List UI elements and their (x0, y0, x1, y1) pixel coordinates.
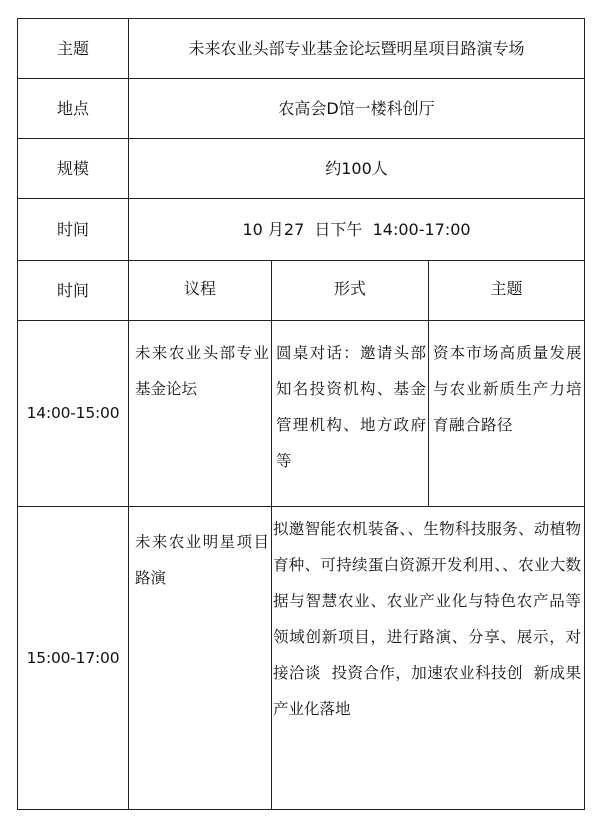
venue-label: 地点 (18, 79, 129, 139)
header-agenda: 议程 (129, 261, 272, 321)
time-label: 时间 (18, 199, 129, 261)
row-time: 14:00-15:00 (18, 321, 129, 507)
time-row (18, 199, 585, 261)
header-topic: 主题 (429, 261, 585, 321)
row-agenda: 未来农业头部专业基金论坛 (129, 321, 272, 507)
venue-value: 农高会D馆一楼科创厅 (129, 79, 585, 139)
theme-label: 主题 (18, 19, 129, 79)
row-agenda: 未来农业明星项目路演 (129, 507, 272, 810)
venue-row (18, 79, 585, 139)
row-topic: 资本市场高质量发展与农业新质生产力培育融合路径 (429, 321, 585, 507)
agenda-row (18, 507, 585, 810)
header-format: 形式 (272, 261, 429, 321)
theme-row (18, 19, 585, 79)
time-value: 10 月27 日下午 14:00-17:00 (129, 199, 585, 261)
scale-row (18, 139, 585, 199)
scale-value: 约100人 (129, 139, 585, 199)
scale-label: 规模 (18, 139, 129, 199)
header-time: 时间 (18, 261, 129, 321)
row-description: 拟邀智能农机装备、、生物科技服务、动植物育种、可持续蛋白资源开发利用、、农业大数据与智慧农业、农业产业化与特色农产品等领域创新项目，进行路演、分享、展示，对接洽谈 投资合作，加速农业科技创 新成果产业化落地 (272, 507, 585, 810)
row-time: 15:00-17:00 (18, 507, 129, 810)
event-schedule-table (17, 18, 585, 810)
row-format: 圆桌对话：邀请头部知名投资机构、基金管理机构、地方政府等 (272, 321, 429, 507)
theme-value: 未来农业头部专业基金论坛暨明星项目路演专场 (129, 19, 585, 79)
agenda-row (18, 321, 585, 507)
agenda-header-row (18, 261, 585, 321)
